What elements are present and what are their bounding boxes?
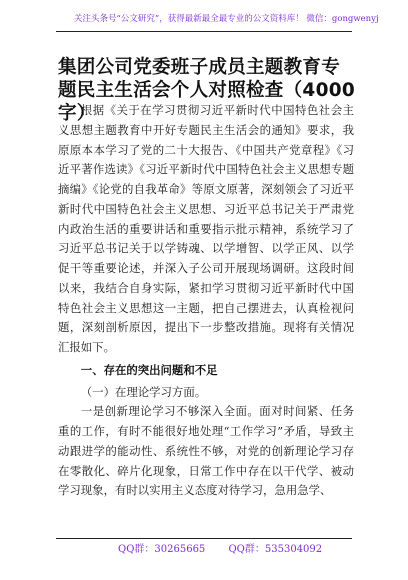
footer-contacts bbox=[118, 540, 322, 555]
header-divider bbox=[56, 31, 352, 32]
subsection-heading: （一）在理论学习方面。 bbox=[80, 384, 207, 399]
header-notice: 关注头条号“公文研究”，获得最新最全最专业的公文资料库！ 微信：gongwenyj bbox=[74, 14, 379, 24]
document-title: 集团公司党委班子成员主题教育专题民主生活会个人对照检查（4000字） bbox=[58, 57, 356, 124]
page-footer bbox=[0, 526, 408, 580]
footer-qq-group-2: QQ群：535304092 bbox=[228, 544, 323, 555]
intro-paragraph: 根据《关于在学习贯彻习近平新时代中国特色社会主义思想主题教育中开好专题民主生活会的通知》要求，我原原本本学习了党的二十大报告、《中国共产党章程》《习近平著作选读》《习近平新时代中国特色社会主义思想专题摘编》《论党的自我革命》等原文原著，深刻领会了习近平新时代中国特色社会主义思想、习近平总书记关于严肃党内政治生活的重要讲话和重要指示批示精神，系统学习了习近平总书记关于以学铸魂、以学增智、以学正风、以学促干等重要论述，并深入子公司开展现场调研。这段时间以来，我结合自身实际，紧扣学习贯彻习近平新时代中国特色社会主义思想这一主题，把自己摆进去，认真检视问题，深刻剖析原因，提出下一步整改措施。现将有关情况汇报如下。 bbox=[58, 103, 354, 354]
body-paragraph: 一是创新理论学习不够深入全面。面对时间紧、任务重的工作，有时不能很好地处理“工作学习”矛盾，导致主动跟进学的能动性、系统性不够，对党的创新理论学习存在零散化、碎片化现象，日常工作中存在以干代学、被动学习现象，有时以实用主义态度对待学习，急用急学、 bbox=[58, 404, 354, 498]
document-body bbox=[58, 101, 354, 501]
footer-qq-group-1: QQ群：30265665 bbox=[118, 544, 206, 555]
section-heading: 一、存在的突出问题和不足 bbox=[80, 362, 218, 377]
footer-divider bbox=[56, 538, 352, 539]
page-header bbox=[0, 0, 408, 40]
